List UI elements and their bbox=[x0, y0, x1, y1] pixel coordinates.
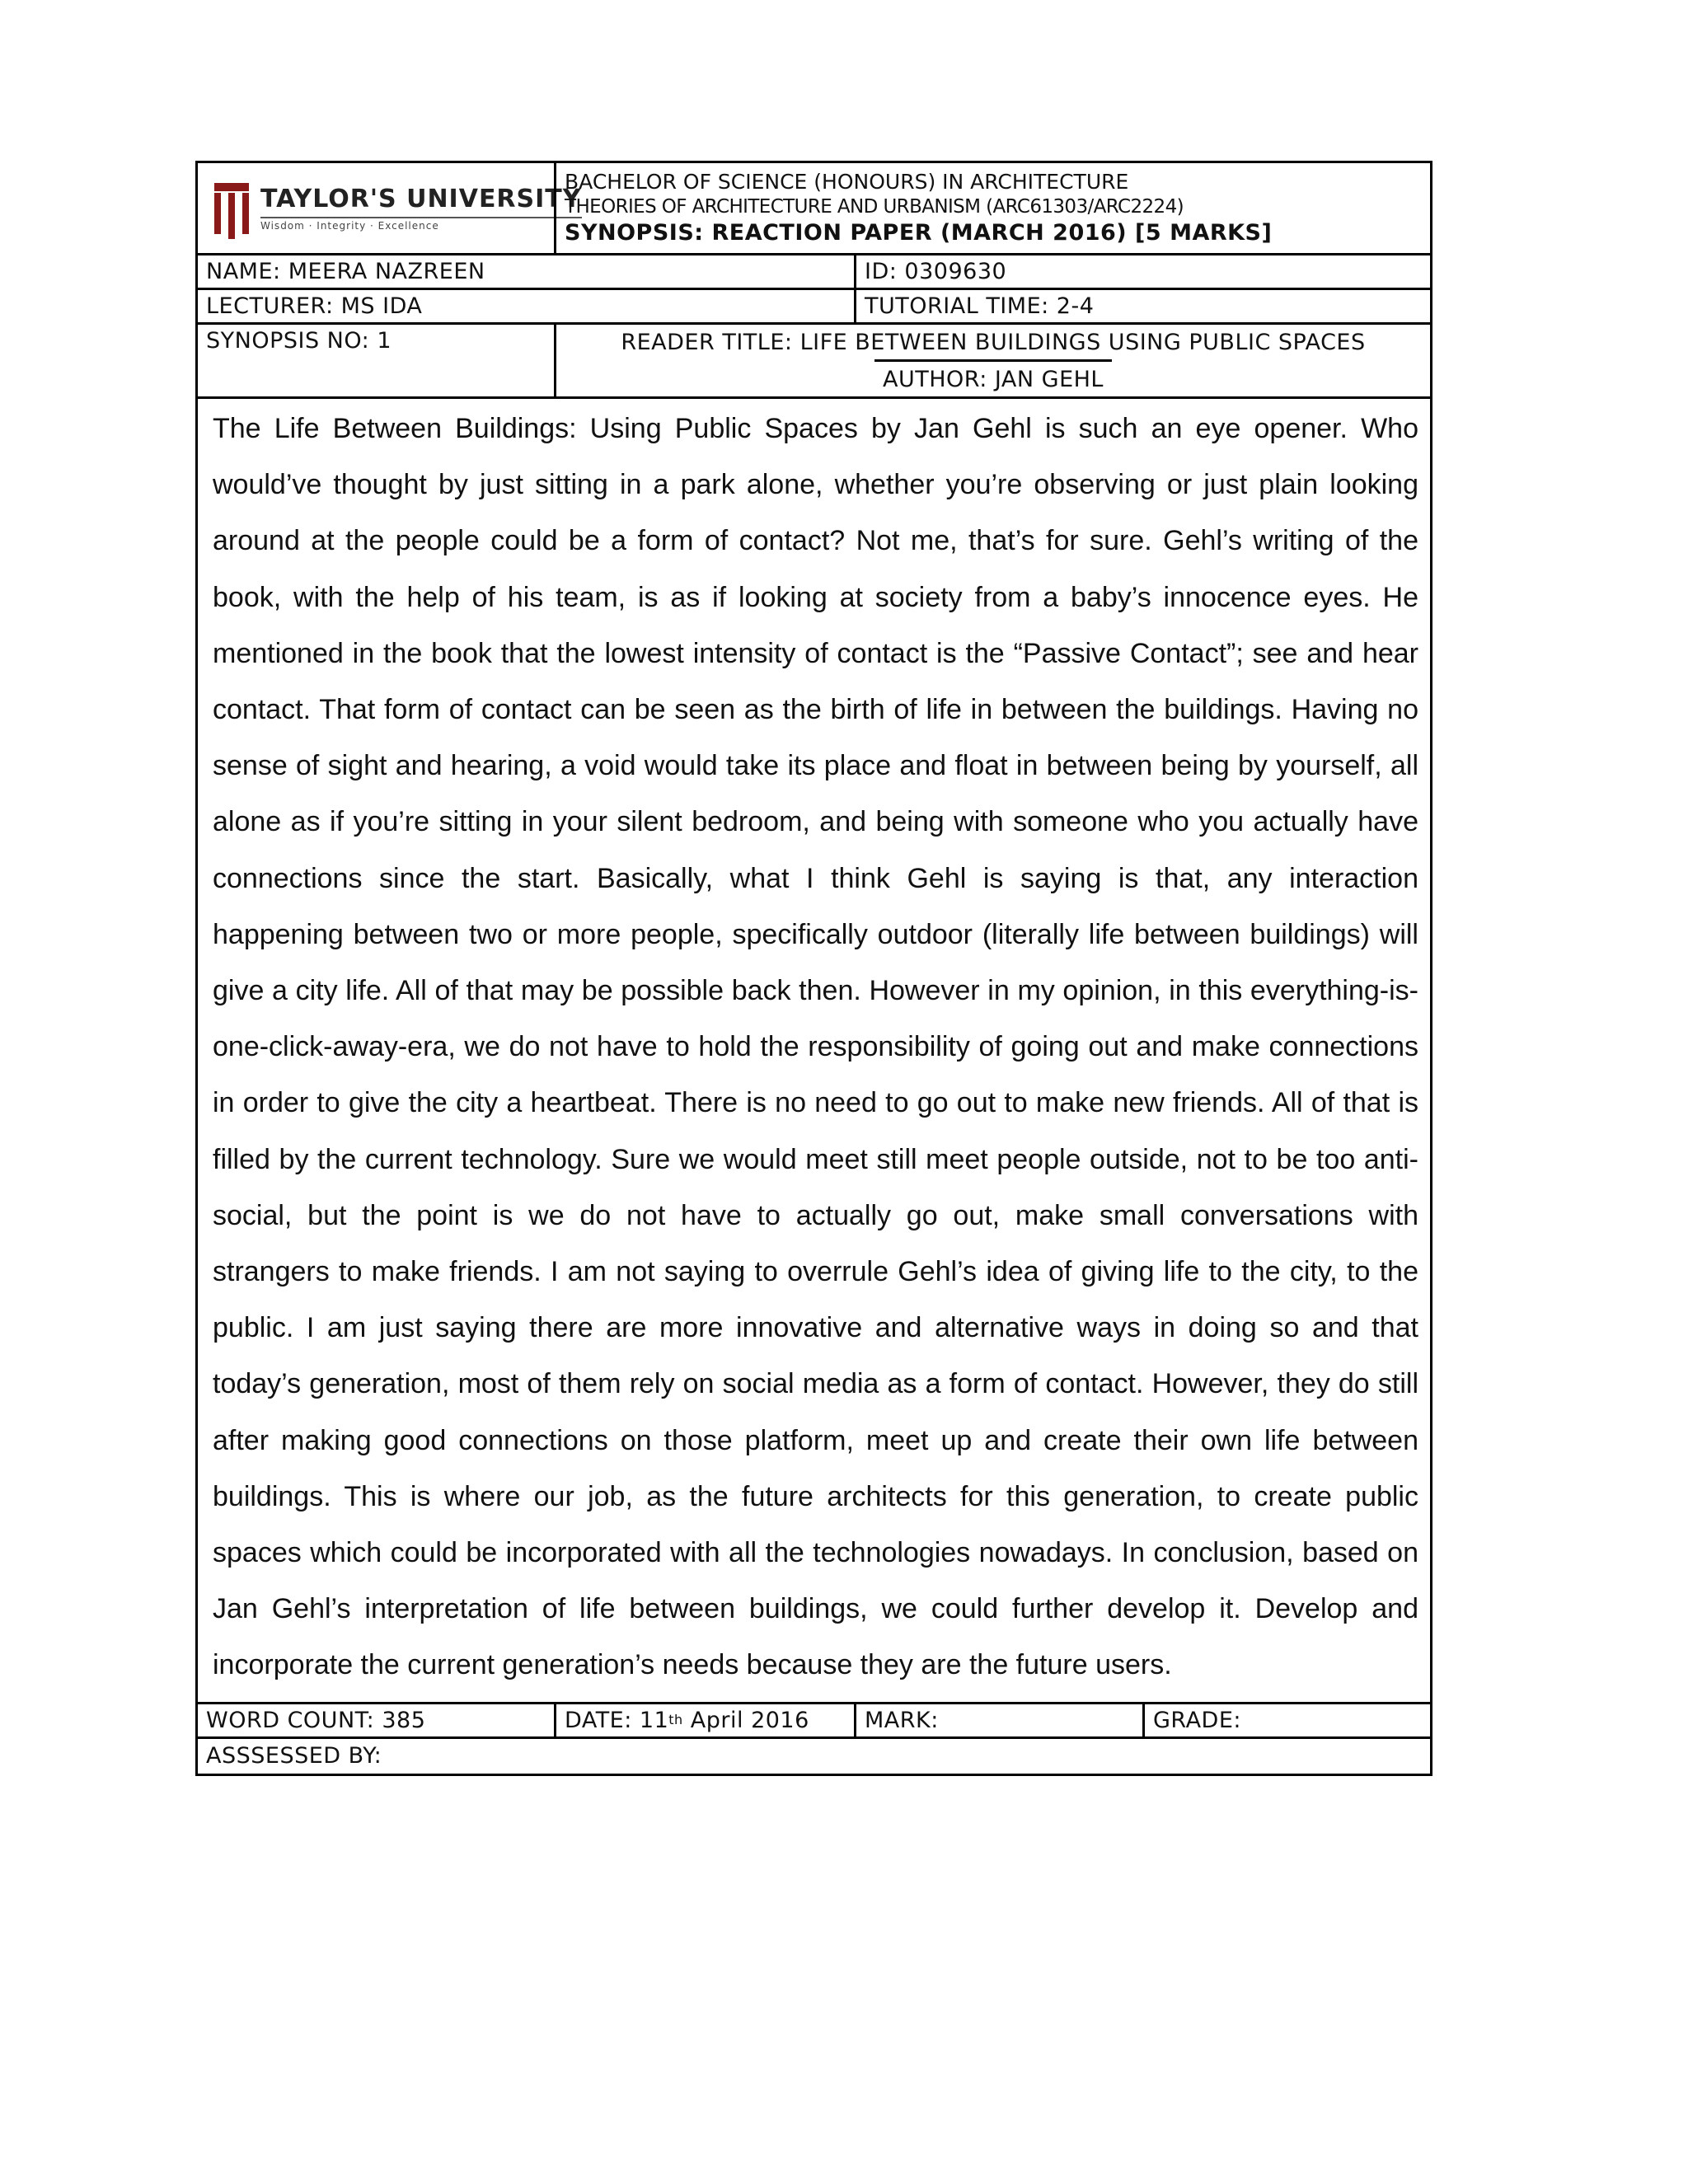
programme-title: BACHELOR OF SCIENCE (HONOURS) IN ARCHITECTURE bbox=[565, 169, 1129, 194]
assessed-row bbox=[198, 1739, 1430, 1774]
form-header bbox=[198, 163, 1430, 255]
date-prefix: DATE: 11 bbox=[565, 1707, 669, 1733]
course-info bbox=[554, 163, 1430, 253]
submission-date: DATE: 11 th April 2016 bbox=[554, 1704, 854, 1736]
reader-author: AUTHOR: JAN GEHL bbox=[874, 359, 1112, 396]
synopsis-number: SYNOPSIS NO: 1 bbox=[206, 328, 392, 354]
crest-icon bbox=[214, 183, 249, 234]
module-title: THEORIES OF ARCHITECTURE AND URBANISM (ARC61303/ARC2224) bbox=[565, 195, 1184, 218]
tutorial-time: TUTORIAL TIME: 2-4 bbox=[854, 290, 1430, 322]
assessed-by: ASSSESSED BY: bbox=[206, 1743, 382, 1769]
assignment-title: SYNOPSIS: REACTION PAPER (MARCH 2016) [5 MARKS] bbox=[565, 219, 1273, 246]
lecturer-row bbox=[198, 290, 1430, 325]
reader-title: READER TITLE: LIFE BETWEEN BUILDINGS USING PUBLIC SPACES bbox=[621, 329, 1366, 355]
synopsis-form bbox=[195, 161, 1432, 1776]
word-count: WORD COUNT: 385 bbox=[206, 1707, 426, 1733]
name-row bbox=[198, 255, 1430, 290]
body-row bbox=[198, 399, 1430, 1704]
lecturer: LECTURER: MS IDA bbox=[206, 293, 423, 319]
university-motto: Wisdom · Integrity · Excellence bbox=[260, 217, 582, 232]
footer-row bbox=[198, 1704, 1430, 1739]
university-name: TAYLOR'S UNIVERSITY bbox=[260, 185, 582, 213]
university-logo bbox=[214, 183, 582, 234]
reaction-text: The Life Between Buildings: Using Public Spaces by Jan Gehl is such an eye opener. Who would’ve thought by just sitting in a park alone, whether you’re observing or just plain looking around at the people could be a form of contact? Not me, that’s for sure. Gehl’s writing of the book, with the help of his team, is as if looking at society from a baby’s innocence eyes. He mentioned in the book that the lowest intensity of contact is the “Passive Contact”; see and hear contact. That form of contact can be seen as the birth of life in between the buildings. Having no sense of sight and hearing, a void would take its place and float in between being by yourself, all alone as if you’re sitting in your silent bedroom, and being with someone who you actually have connections since the start. Basically, what I think Gehl is saying is that, any interaction happening between two or more people, specifically outdoor (literally life between buildings) will give a city life. All of that may be possible back then. However in my opinion, in this everything-is-one-click-away-era, we do not have to hold the responsibility of going out and make connections in order to give the city a heartbeat. There is no need to go out to make new friends. All of that is filled by the current technology. Sure we would meet still meet people outside, not to be too anti-social, but the point is we do not have to actually go out, make small conversations with strangers to make friends. I am not saying to overrule Gehl’s idea of giving life to the city, to the public. I am just saying there are more innovative and alternative ways in doing so and that today’s generation, most of them rely on social media as a form of contact. However, they do still after making good connections on those platform, meet up and create their own life between buildings. This is where our job, as the future architects for this generation, to create public spaces which could be incorporated with all the technologies nowadays. In conclusion, based on Jan Gehl’s interpretation of life between buildings, we could further develop it. Develop and incorporate the current generation’s needs because they are the future users. bbox=[213, 413, 1418, 1681]
grade-field: GRADE: bbox=[1142, 1704, 1430, 1736]
university-logo-cell bbox=[198, 163, 582, 253]
synopsis-row bbox=[198, 325, 1430, 399]
student-name: NAME: MEERA NAZREEN bbox=[206, 259, 485, 284]
reader-info bbox=[554, 325, 1430, 396]
student-id: ID: 0309630 bbox=[854, 255, 1430, 288]
mark-field: MARK: bbox=[854, 1704, 1142, 1736]
date-month-year: April 2016 bbox=[682, 1707, 809, 1733]
